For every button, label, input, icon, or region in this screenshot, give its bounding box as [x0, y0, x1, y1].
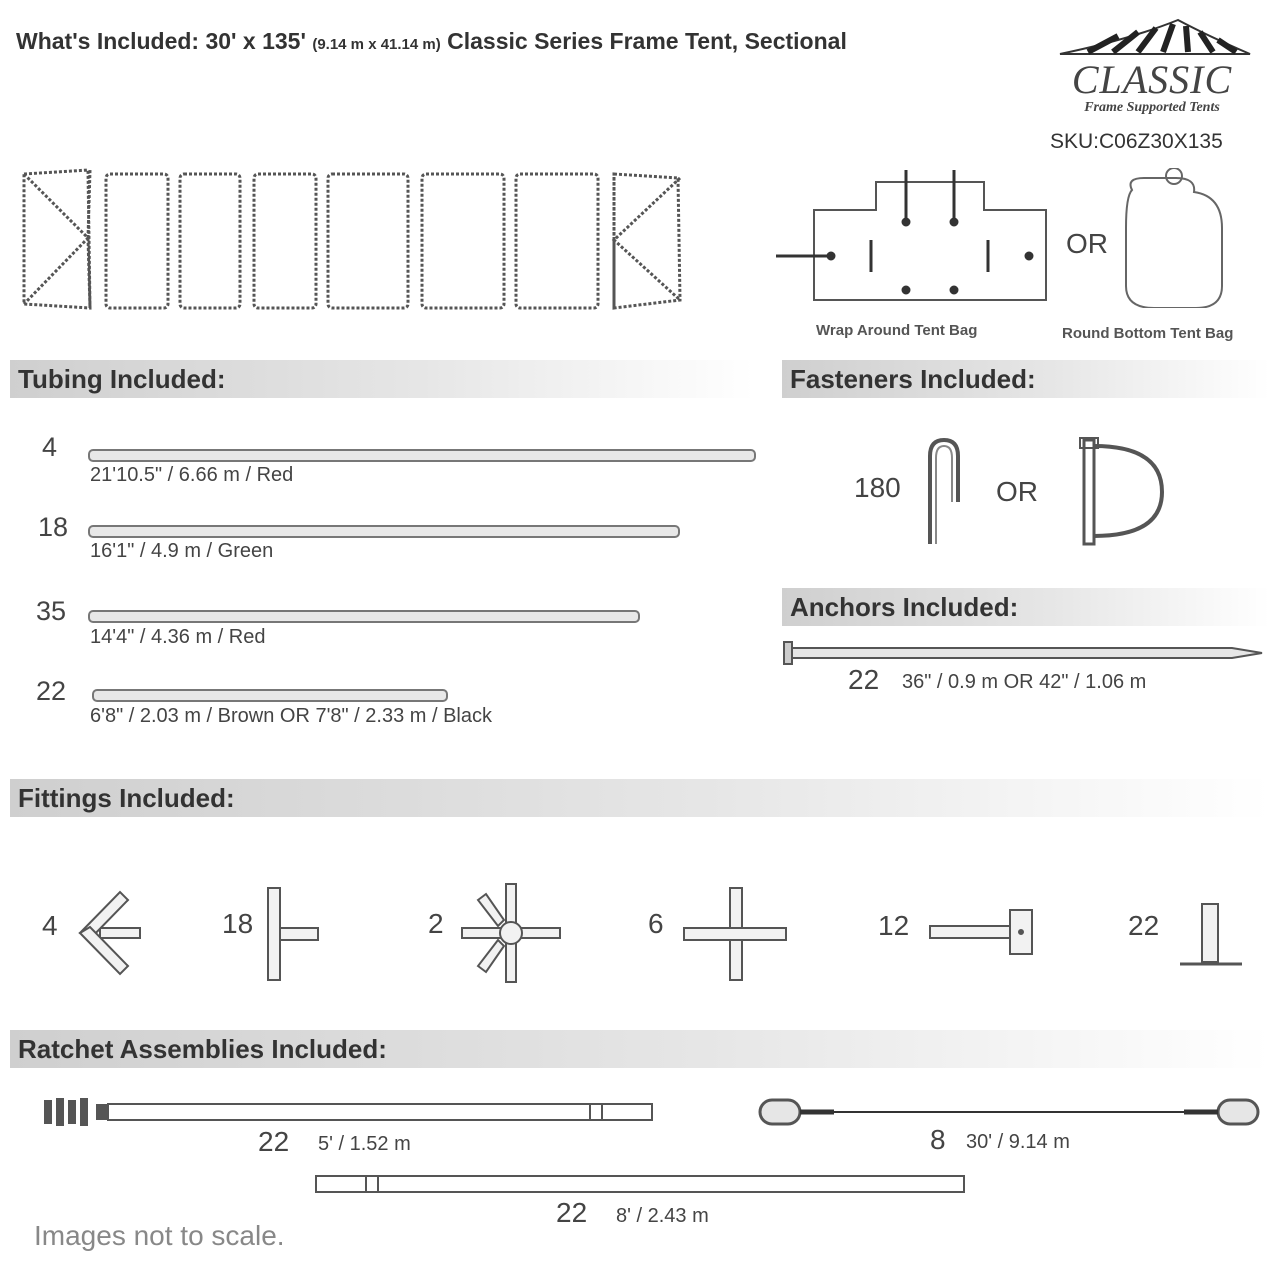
tube-bar	[88, 610, 640, 623]
tube-qty: 18	[38, 512, 69, 542]
mid-panel	[328, 174, 408, 308]
fitting-qty: 6	[648, 908, 664, 939]
brand-name: CLASSIC	[1071, 57, 1233, 102]
strap-qty: 22	[258, 1126, 290, 1157]
tube-bar	[88, 525, 680, 538]
corner-fitting-icon	[70, 886, 150, 980]
mid-panel	[180, 174, 240, 308]
tube-bar	[92, 689, 448, 702]
fitting-qty: 4	[42, 910, 58, 941]
end-panel-left	[24, 170, 90, 308]
tent-top-panels-diagram	[18, 168, 688, 314]
fittings-heading: Fittings Included:	[10, 779, 1270, 817]
tent-logo-icon	[1058, 16, 1254, 58]
fitting-qty: 18	[222, 908, 254, 939]
end-panel-right	[614, 174, 680, 308]
tube-qty: 4	[42, 432, 58, 462]
tent-bags-diagram	[776, 168, 1256, 308]
fastener-qty: 180	[854, 472, 901, 503]
long-strap-qty: 22	[556, 1197, 588, 1228]
ratchet-strap-icon	[40, 1094, 656, 1130]
base-plate-icon	[1176, 900, 1246, 970]
anchor-stake-icon	[782, 640, 1266, 666]
mid-panel	[254, 174, 316, 308]
cable-qty: 8	[930, 1124, 946, 1155]
title-tail: Classic Series Frame Tent, Sectional	[447, 28, 847, 54]
fasteners-heading: Fasteners Included:	[782, 360, 1270, 398]
anchors-heading: Anchors Included:	[782, 588, 1270, 626]
wrap-bag-label: Wrap Around Tent Bag	[816, 322, 978, 339]
round-bottom-bag-icon	[1126, 178, 1222, 308]
anchor-desc: 36" / 0.9 m OR 42" / 1.06 m	[902, 671, 1147, 693]
tube-desc: 21'10.5" / 6.66 m / Red	[90, 464, 294, 486]
tube-desc: 14'4" / 4.36 m / Red	[90, 626, 266, 648]
strap-desc: 5' / 1.52 m	[318, 1133, 411, 1155]
cable-desc: 30' / 9.14 m	[966, 1131, 1070, 1153]
long-strap-desc: 8' / 2.43 m	[616, 1205, 709, 1227]
long-strap-icon	[314, 1172, 968, 1196]
sku-label: SKU:C06Z30X135	[1050, 130, 1223, 153]
fitting-qty: 22	[1128, 910, 1160, 941]
fastener-or-label: OR	[996, 476, 1038, 507]
brand-logo	[1052, 57, 1252, 116]
tube-desc: 6'8" / 2.03 m / Brown OR 7'8" / 2.33 m / Black	[90, 705, 493, 727]
center-hub-fitting-icon	[458, 880, 564, 986]
mid-panel	[422, 174, 504, 308]
mid-panel	[106, 174, 168, 308]
cable-assembly-icon	[756, 1096, 1262, 1128]
hair-pin-clip-icon	[920, 436, 970, 548]
cross-fitting-icon	[680, 884, 790, 984]
lynch-pin-icon	[1078, 436, 1168, 548]
tube-bar	[88, 449, 756, 462]
ratchets-heading: Ratchet Assemblies Included:	[10, 1030, 1270, 1068]
fitting-qty: 2	[428, 908, 444, 939]
bag-or-label: OR	[1066, 228, 1108, 259]
tee-fitting-icon	[262, 884, 324, 984]
tube-desc: 16'1" / 4.9 m / Green	[90, 540, 274, 562]
title-metric: (9.14 m x 41.14 m)	[312, 36, 441, 53]
round-bag-label: Round Bottom Tent Bag	[1062, 325, 1234, 342]
brand-tagline: Frame Supported Tents	[1084, 100, 1220, 115]
tube-qty: 35	[36, 596, 67, 626]
fitting-qty: 12	[878, 910, 910, 941]
anchor-qty: 22	[848, 664, 880, 695]
scale-note: Images not to scale.	[34, 1220, 285, 1251]
tubing-heading: Tubing Included:	[10, 360, 755, 398]
tube-qty: 22	[36, 676, 67, 706]
page-title: What's Included: 30' x 135' (9.14 m x 41.14 m) Classic Series Frame Tent, Sectional	[16, 28, 847, 54]
wrap-around-bag-icon	[814, 182, 1046, 300]
mid-panel	[516, 174, 598, 308]
eave-connector-icon	[926, 906, 1038, 958]
